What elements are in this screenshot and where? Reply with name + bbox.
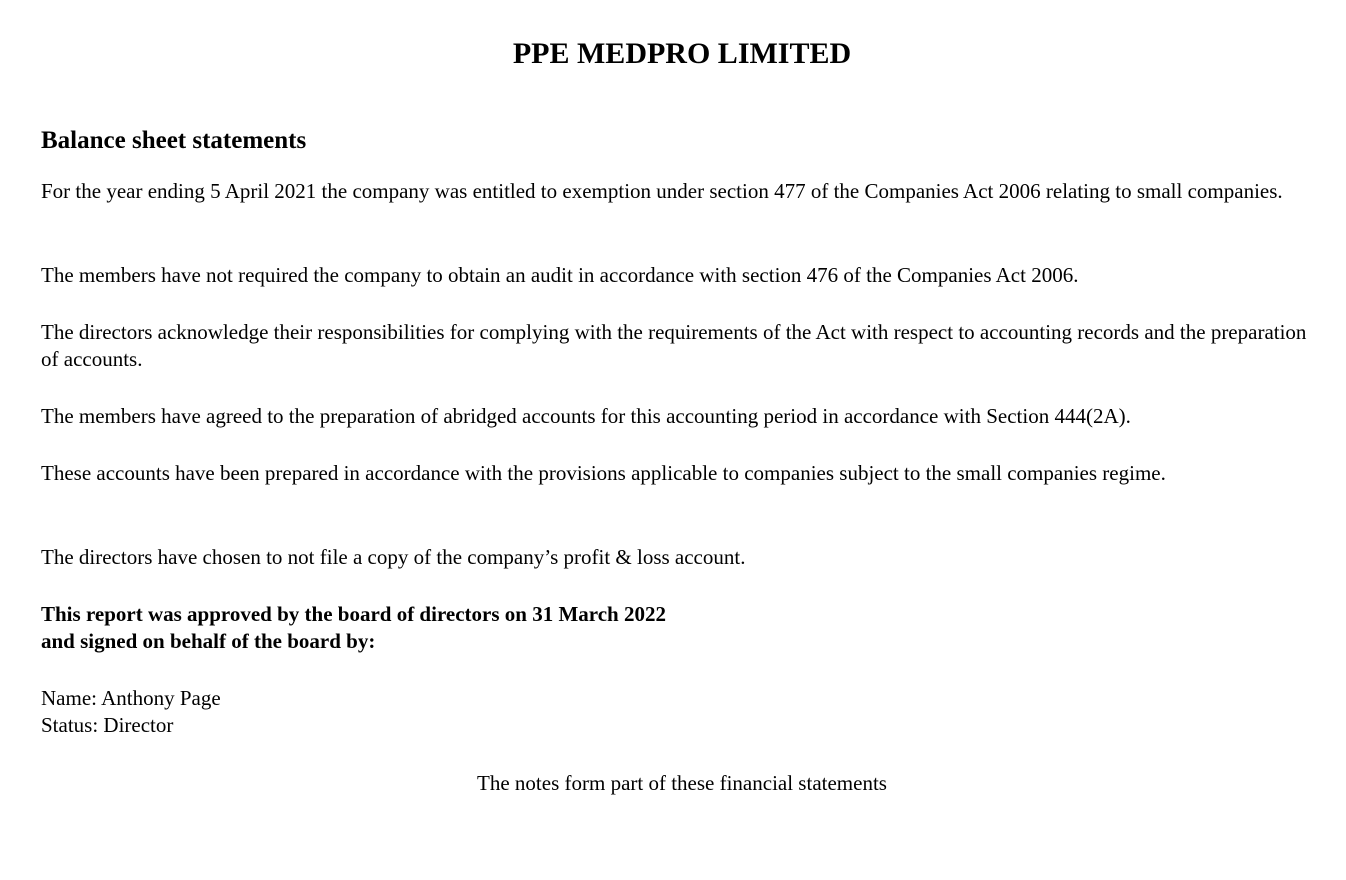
approval-statement	[41, 601, 666, 655]
signatory-name: Name: Anthony Page	[41, 686, 221, 710]
footer-note: The notes form part of these financial statements	[477, 771, 887, 795]
signatory-block	[41, 685, 221, 739]
company-title: PPE MEDPRO LIMITED	[512, 37, 852, 70]
approval-line-1: This report was approved by the board of directors on 31 March 2022	[41, 602, 666, 626]
section-heading: Balance sheet statements	[41, 127, 307, 154]
paragraph-small-companies-regime: These accounts have been prepared in accordance with the provisions applicable to companies subject to the small companies regime.	[41, 461, 1166, 485]
paragraph-abridged: The members have agreed to the preparation of abridged accounts for this accounting period in accordance with Section 444(2A).	[41, 404, 1131, 428]
paragraph-profit-loss: The directors have chosen to not file a copy of the company’s profit & loss account.	[41, 545, 746, 569]
paragraph-exemption: For the year ending 5 April 2021 the company was entitled to exemption under section 477 of the Companies Act 2006 relating to small companies.	[41, 179, 1283, 203]
paragraph-audit: The members have not required the company to obtain an audit in accordance with section 476 of the Companies Act 2006.	[41, 263, 1079, 287]
paragraph-responsibilities: The directors acknowledge their responsibilities for complying with the requirements of the Act with respect to accounting records and the preparation of accounts.	[41, 320, 1307, 371]
signatory-status: Status: Director	[41, 713, 174, 737]
approval-line-2: and signed on behalf of the board by:	[41, 629, 376, 653]
